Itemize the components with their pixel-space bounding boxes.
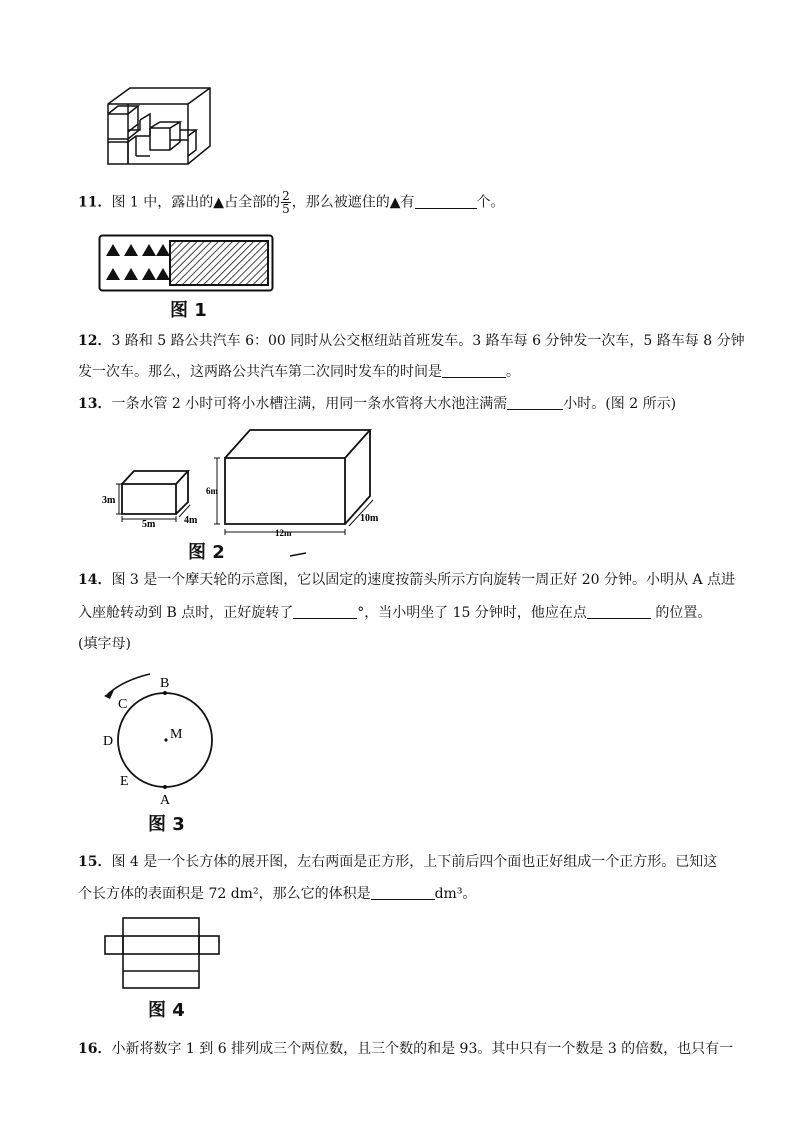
answer-blank[interactable] [442, 363, 506, 378]
question-text: 个。 [476, 194, 505, 211]
question-text: ，那么被遮住的 [291, 194, 390, 211]
question-text: 个长方体的表面积是 72 dm²，那么它的体积是 [78, 886, 371, 902]
question-text: (填字母) [78, 636, 131, 652]
answer-blank[interactable] [507, 395, 563, 410]
question-text: 一条水管 2 小时可将小水槽注满，用同一条水管将大水池注满需 [111, 396, 508, 412]
question-11 [78, 190, 505, 215]
fraction-denominator: 5 [282, 202, 290, 216]
question-text: 发一次车。那么，这两路公共汽车第二次同时发车的时间是 [78, 364, 442, 380]
question-14-line-2 [78, 603, 711, 623]
question-15 [78, 852, 717, 872]
fraction-numerator: 2 [282, 189, 290, 203]
question-text: 小新将数字 1 到 6 排列成三个两位数，且三个数的和是 93。其中只有一个数是 3 的倍数，也只有一 [111, 1041, 734, 1057]
small-box-width-label: 4m [184, 515, 198, 526]
big-box-height-label: 6m [206, 486, 218, 496]
big-box-length-label: 12m [275, 528, 292, 538]
fraction [281, 190, 291, 215]
question-12-line-2 [78, 362, 520, 382]
question-number: 11． [78, 194, 112, 211]
question-text: °，当小明坐了 15 分钟时，他应在点 [357, 605, 587, 621]
small-box-length-label: 5m [142, 519, 156, 530]
question-number: 14． [78, 572, 112, 588]
answer-blank[interactable] [371, 885, 435, 900]
point-C-label: C [118, 697, 128, 712]
big-box-width-label: 10m [360, 513, 379, 524]
figure-2-caption: 图 2 [188, 542, 225, 563]
triangle-symbol: ▲ [213, 194, 225, 211]
point-B-label: B [160, 676, 170, 691]
question-text: 图 4 是一个长方体的展开图，左右两面是正方形，上下前后四个面也正好组成一个正方形。已知这 [111, 854, 718, 870]
point-E-label: E [120, 774, 129, 789]
question-number: 12． [78, 333, 112, 349]
question-text: 图 1 中，露出的 [111, 194, 214, 211]
question-13 [78, 394, 676, 414]
triangle-symbol: ▲ [389, 194, 401, 211]
question-number: 15． [78, 854, 112, 870]
point-D-label: D [103, 734, 114, 749]
answer-blank[interactable] [415, 194, 477, 209]
question-number: 16． [78, 1041, 112, 1057]
question-text: 小时。(图 2 所示) [563, 396, 677, 412]
cube-stack-figure [100, 84, 215, 170]
figure-3-ferris-wheel [96, 668, 226, 808]
question-text: 占全部的 [224, 194, 281, 211]
question-text: 。 [506, 364, 520, 380]
answer-blank[interactable] [587, 604, 651, 619]
small-box-height-label: 3m [102, 495, 116, 506]
question-text: 图 3 是一个摩天轮的示意图，它以固定的速度按箭头所示方向旋转一周正好 20 分钟。小明从 A 点进 [111, 572, 736, 588]
question-14 [78, 570, 735, 590]
question-text: dm³。 [434, 886, 477, 902]
question-number: 13． [78, 396, 112, 412]
question-text: 的位置。 [650, 605, 712, 621]
question-text: 入座舱转动到 B 点时，正好旋转了 [78, 605, 294, 621]
figure-1-triangles-box [98, 234, 274, 294]
question-14-line-3 [78, 634, 131, 654]
question-text: 3 路和 5 路公共汽车 6：00 同时从公交枢纽站首班发车。3 路车每 6 分钟发一次车，5 路车每 8 分钟 [111, 333, 745, 349]
question-15-line-2 [78, 884, 476, 904]
question-12 [78, 331, 745, 351]
question-text: 有 [400, 194, 415, 211]
figure-2-boxes [100, 424, 400, 558]
figure-3-caption: 图 3 [148, 814, 185, 835]
center-M-label: M [170, 727, 183, 742]
figure-4-net [102, 916, 222, 990]
answer-blank[interactable] [293, 604, 357, 619]
question-16 [78, 1039, 733, 1059]
figure-4-caption: 图 4 [148, 1000, 185, 1021]
point-A-label: A [160, 793, 171, 808]
figure-1-caption: 图 1 [170, 300, 207, 321]
